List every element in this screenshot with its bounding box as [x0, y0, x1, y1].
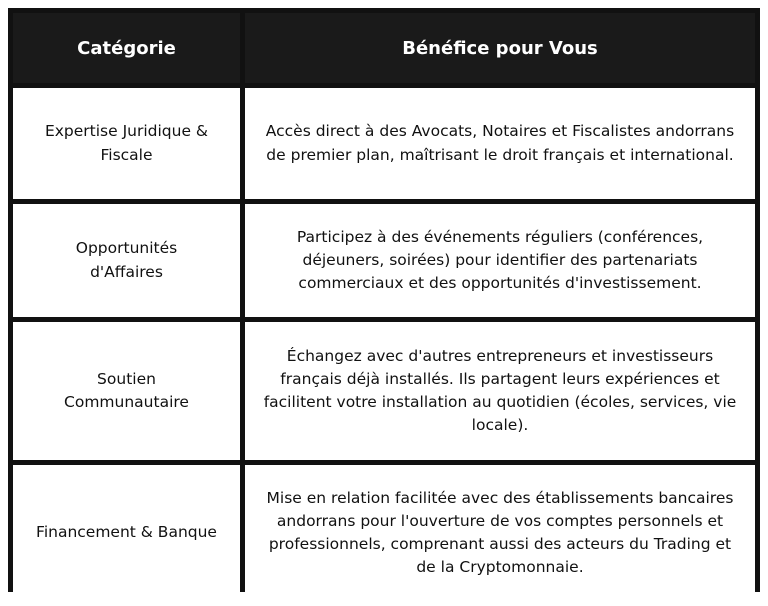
- row-benefit-cell: Accès direct à des Avocats, Notaires et Fiscalistes andorrans de premier plan, maîtrisant le droit français et international.: [245, 88, 755, 199]
- header-category: Catégorie: [13, 13, 240, 83]
- table-row: [13, 465, 755, 601]
- benefits-table-container: [8, 8, 760, 592]
- row-benefit-cell: Échangez avec d'autres entrepreneurs et investisseurs français déjà installés. Ils partagent leurs expériences et facilitent votre installation au quotidien (écoles, services, vie locale).: [245, 322, 755, 460]
- benefits-table: [8, 8, 760, 606]
- table-row: [13, 204, 755, 317]
- row-category-cell: Financement & Banque: [13, 465, 240, 601]
- row-benefit-cell: Participez à des événements réguliers (conférences, déjeuners, soirées) pour identifier des partenariats commerciaux et des opportunités d'investissement.: [245, 204, 755, 317]
- row-category-cell: Expertise Juridique & Fiscale: [13, 88, 240, 199]
- row-benefit-cell: Mise en relation facilitée avec des établissements bancaires andorrans pour l'ouverture de vos comptes personnels et professionnels, comprenant aussi des acteurs du Trading et de la Cryptomonnaie.: [245, 465, 755, 601]
- table-header-row: [13, 13, 755, 83]
- row-category-cell: Opportunités d'Affaires: [13, 204, 240, 317]
- row-category-cell: Soutien Communautaire: [13, 322, 240, 460]
- table-row: [13, 88, 755, 199]
- header-benefit: Bénéfice pour Vous: [245, 13, 755, 83]
- table-row: [13, 322, 755, 460]
